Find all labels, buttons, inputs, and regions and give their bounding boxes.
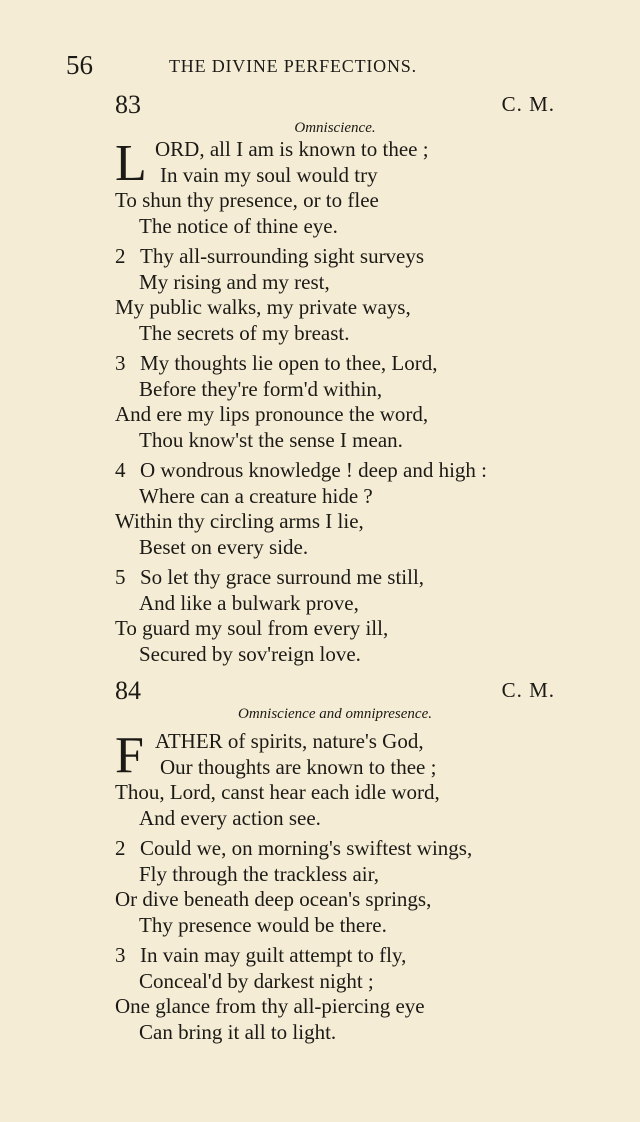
verse-line: Thou, Lord, canst hear each idle word, [115,780,440,804]
hymn-subject: Omniscience and omnipresence. [238,706,432,722]
verse-number: 3 [115,351,126,375]
verse-line: My thoughts lie open to thee, Lord, [140,351,438,375]
verse-line: ORD, all I am is known to thee ; [155,137,429,161]
verse-line: Conceal'd by darkest night ; [139,968,374,993]
verse-line: So let thy grace surround me still, [140,565,425,589]
verse-line: To shun thy presence, or to flee [115,188,379,212]
verse-line: Beset on every side. [139,534,309,559]
verse-line: Before they're form'd within, [139,376,383,401]
verse-line: Thou know'st the sense I mean. [139,427,403,452]
verse-line: Can bring it all to light. [139,1019,337,1044]
verse-line: Thy all-surrounding sight surveys [140,244,425,268]
first-verse-opening [115,135,555,192]
hymn-83 [115,90,555,667]
verse-line: My public walks, my private ways, [115,295,411,319]
hymn-heading [115,676,555,706]
verse-line: My rising and my rest, [139,269,330,294]
verse-line: To guard my soul from every ill, [115,616,389,640]
verse-line: The notice of thine eye. [139,213,338,238]
verse-3 [115,943,555,1045]
verse-line: One glance from thy all-piercing eye [115,994,425,1018]
verse-number: 3 [115,943,126,967]
hymn-meter: C. M. [501,678,555,702]
verse-1 [115,137,555,239]
verse-line: And ere my lips pronounce the word, [115,402,429,426]
verse-number: 2 [115,836,126,860]
verse-line: And every action see. [139,805,321,830]
verse-4 [115,458,555,560]
drop-cap: F [115,727,144,784]
verse-line: Secured by sov'reign love. [139,641,361,666]
verse-number: 5 [115,565,126,589]
verse-number: 4 [115,458,126,482]
verse-5 [115,565,555,667]
verse-3 [115,351,555,453]
hymn-84 [115,676,555,1045]
hymn-subject: Omniscience. [294,120,376,136]
verse-2 [115,244,555,346]
page-number: 56 [66,50,93,80]
hymn-number: 83 [115,90,141,119]
page-header [66,50,486,84]
first-verse-opening [115,727,555,784]
verse-line: Fly through the trackless air, [139,861,380,886]
running-head: THE DIVINE PERFECTIONS. [169,56,417,76]
verse-line: Within thy circling arms I lie, [115,509,364,533]
verse-line: ATHER of spirits, nature's God, [155,729,424,753]
verse-line: The secrets of my breast. [139,320,350,345]
hymn-heading [115,90,555,120]
verse-line: In vain my soul would try [160,162,378,187]
verse-line: Could we, on morning's swiftest wings, [140,836,473,860]
verse-line: Thy presence would be there. [139,912,387,937]
verse-line: In vain may guilt attempt to fly, [140,943,407,967]
verse-line: Or dive beneath deep ocean's springs, [115,887,432,911]
verse-line: Where can a creature hide ? [139,483,373,508]
drop-cap: L [115,135,147,192]
verse-number: 2 [115,244,126,268]
hymn-meter: C. M. [501,92,555,116]
verse-2 [115,836,555,938]
hymn-number: 84 [115,676,141,705]
verse-line: Our thoughts are known to thee ; [160,754,437,779]
verse-line: O wondrous knowledge ! deep and high : [140,458,488,482]
verse-1 [115,729,555,831]
verse-line: And like a bulwark prove, [139,590,359,615]
